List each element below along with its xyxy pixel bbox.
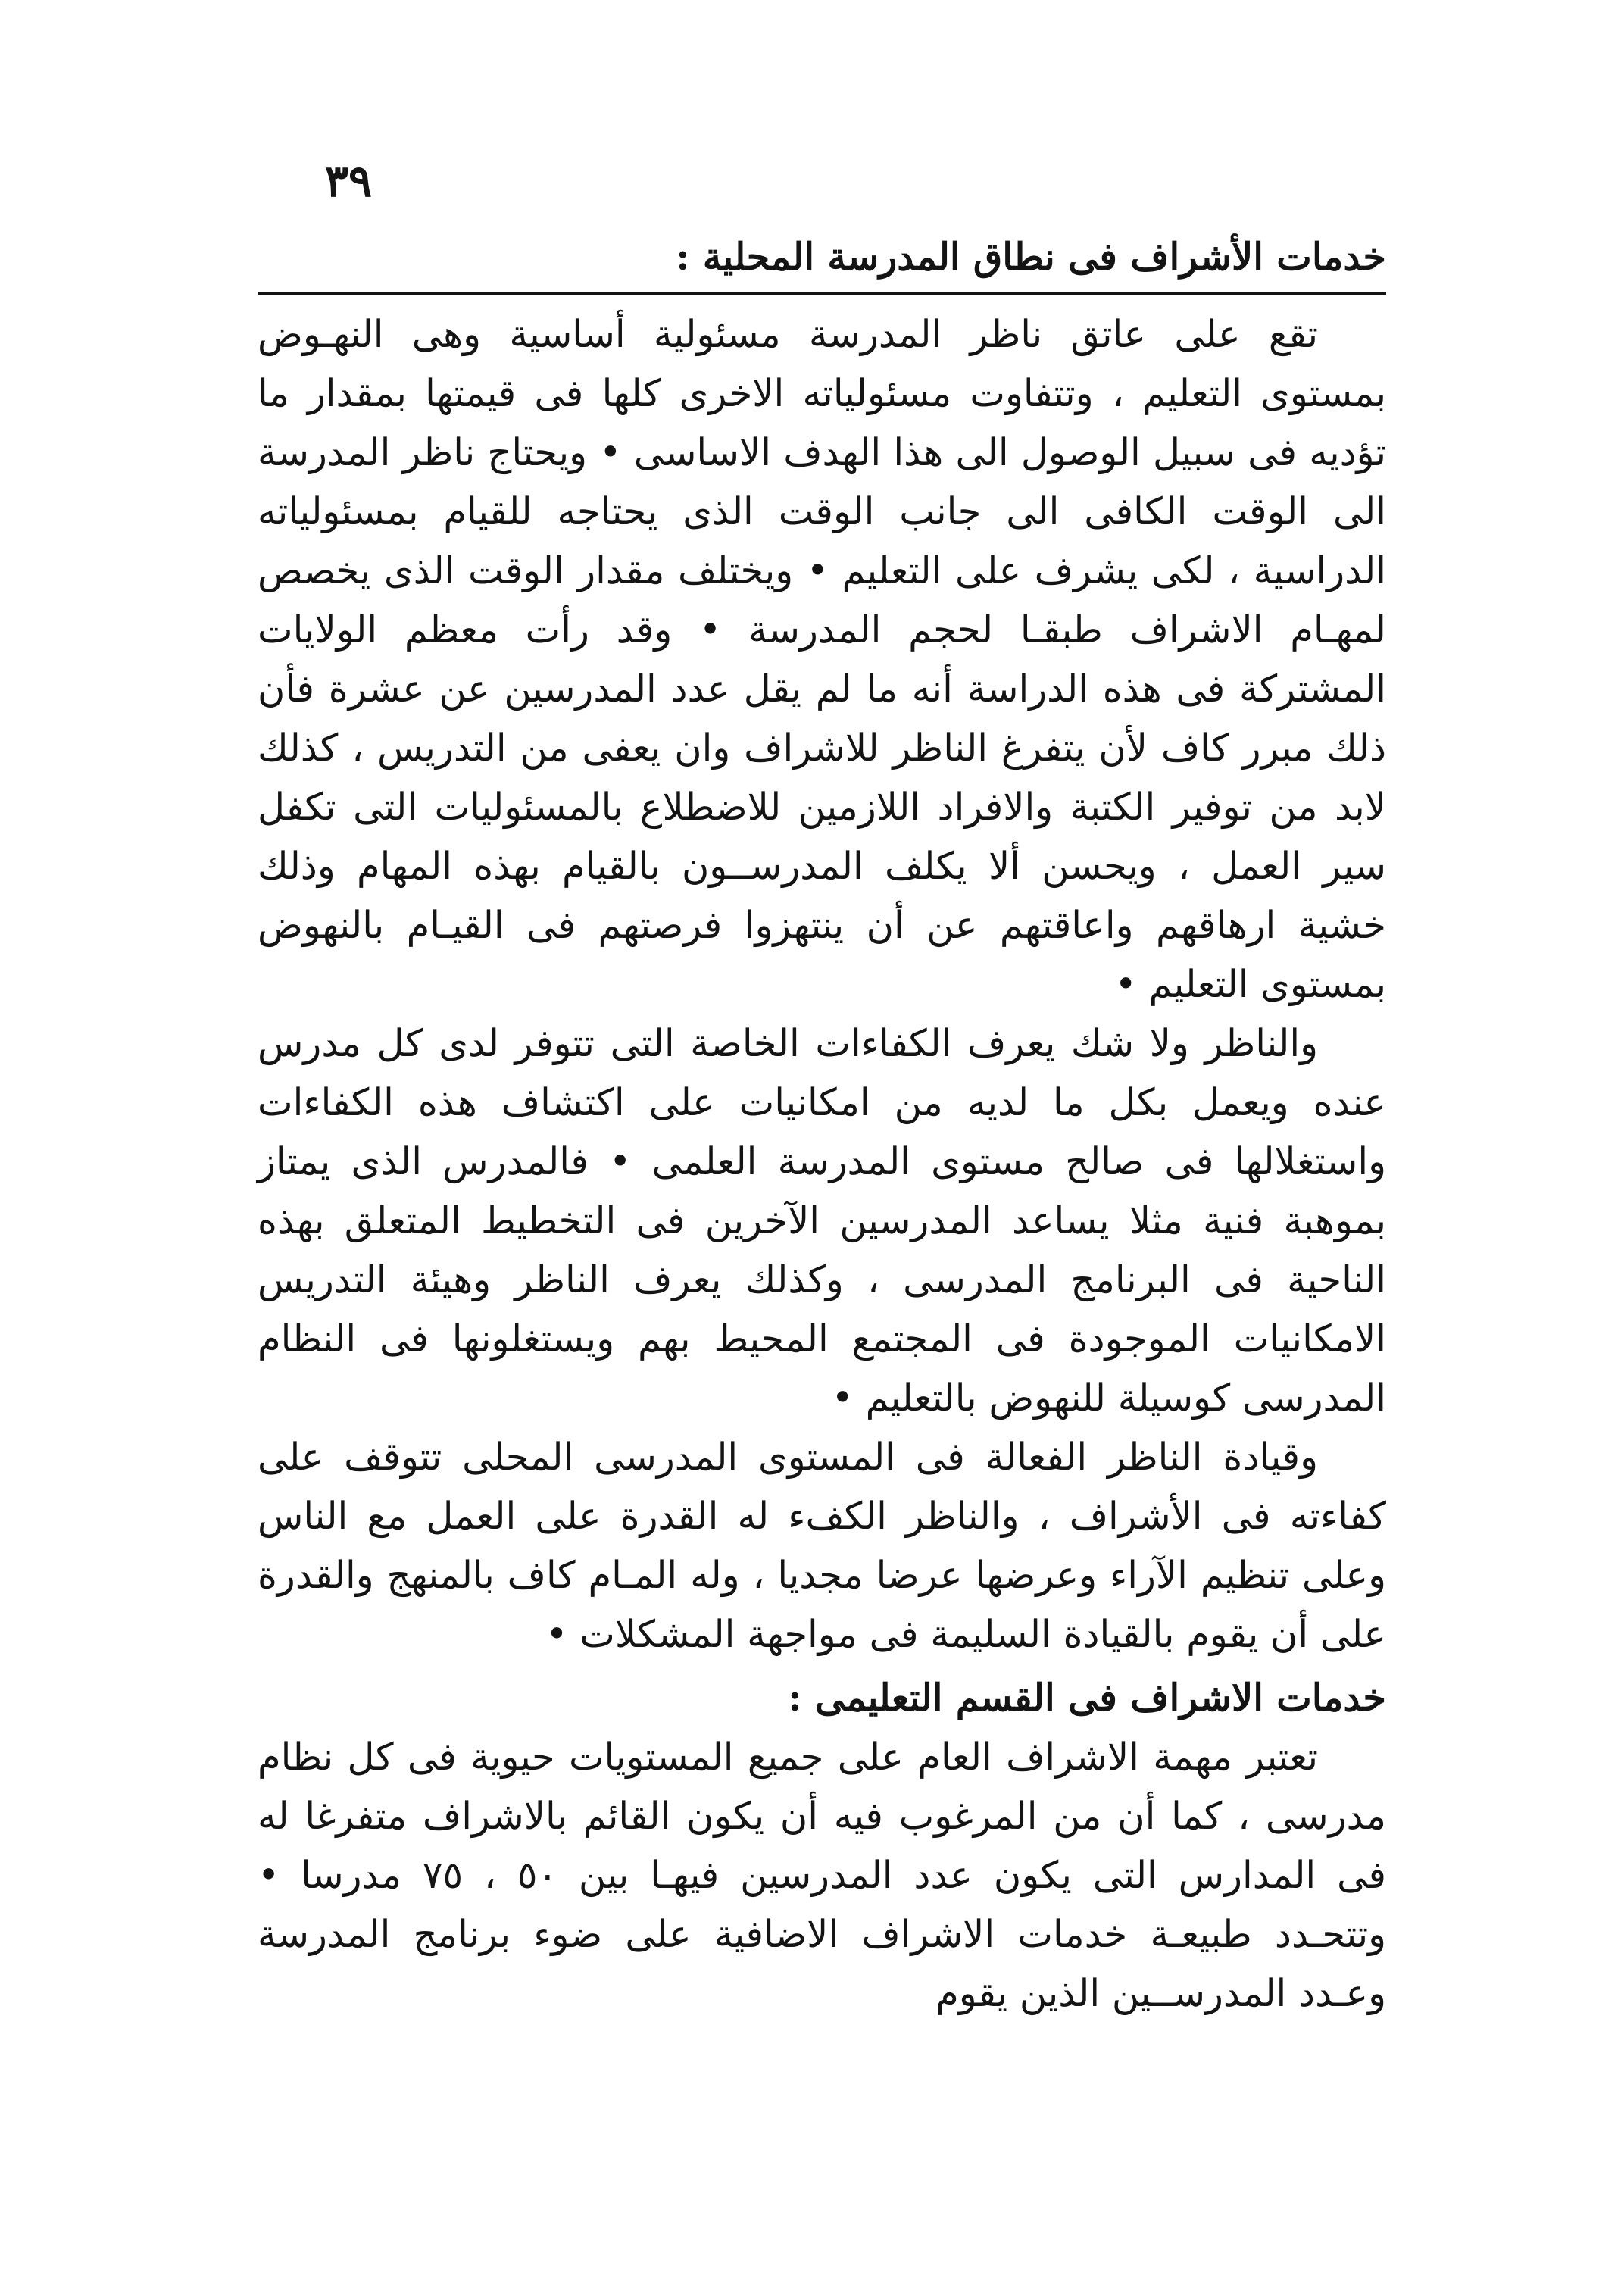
page-number: ٣٩	[324, 155, 373, 207]
paragraph-principal-responsibility: تقع على عاتق ناظر المدرسة مسئولية أساسية وهى النهـوض بمستوى التعليم ، وتتفاوت مسئولياته الاخرى كلها فى قيمتها بمقدار ما تؤديه فى سبيل الوصول الى هذا الهدف الاساسى • ويحتاج ناظر المدرسة الى الوقت الكافى الى جانب الوقت الذى يحتاجه للقيام بمسئولياته الدراسية ، لكى يشرف على التعليم • ويختلف مقدار الوقت الذى يخصص لمهـام الاشراف طبقـا لحجم المدرسة • وقد رأت معظم الولايات المشتركة فى هذه الدراسة أنه ما لم يقل عدد المدرسين عن عشرة فأن ذلك مبرر كاف لأن يتفرغ الناظر للاشراف وان يعفى من التدريس ، كذلك لابد من توفير الكتبة والافراد اللازمين للاضطلاع بالمسئوليات التى تكفل سير العمل ، ويحسن ألا يكلف المدرســون بالقيام بهذه المهام وذلك خشية ارهاقهم واعاقتهم عن أن ينتهزوا فرصتهم فى القيـام بالنهوض بمستوى التعليم •	[258, 312, 1386, 1006]
heading-underline	[258, 292, 1386, 295]
paragraph-teacher-competencies: والناظر ولا شك يعرف الكفاءات الخاصة التى تتوفر لدى كل مدرس عنده ويعمل بكل ما لديه من امكانيات على اكتشاف هذه الكفاءات واستغلالها فى صالح مستوى المدرسة العلمى • فالمدرس الذى يمتاز بموهبة فنية مثلا يساعد المدرسين الآخرين فى التخطيط المتعلق بهذه الناحية فى البرنامج المدرسى ، وكذلك يعرف الناظر وهيئة التدريس الامكانيات الموجودة فى المجتمع المحيط بهم ويستغلونها فى النظام المدرسى كوسيلة للنهوض بالتعليم •	[258, 1021, 1386, 1420]
paragraph-general-supervision: تعتبر مهمة الاشراف العام على جميع المستويات حيوية فى كل نظام مدرسى ، كما أن من المرغوب فيه أن يكون القائم بالاشراف متفرغا له فى المدارس التى يكون عدد المدرسين فيهـا بين ٥٠ ، ٧٥ مدرسا • وتتحـدد طبيعـة خدمات الاشراف الاضافية على ضوء برنامج المدرسة وعـدد المدرســين الذين يقوم	[258, 1735, 1386, 2015]
section-heading-division-supervision: خدمات الاشراف فى القسم التعليمى :	[788, 1676, 1386, 1720]
paragraph-principal-leadership: وقيادة الناظر الفعالة فى المستوى المدرسى المحلى تتوقف على كفاءته فى الأشراف ، والناظر الكفء له القدرة على العمل مع الناس وعلى تنظيم الآراء وعرضها عرضا مجديا ، وله المـام كاف بالمنهج والقدرة على أن يقوم بالقيادة السليمة فى مواجهة المشكلات •	[258, 1435, 1386, 1656]
section-heading-local-school-supervision: خدمات الأشراف فى نطاق المدرسة المحلية :	[676, 235, 1386, 279]
page-body	[258, 227, 1386, 2023]
